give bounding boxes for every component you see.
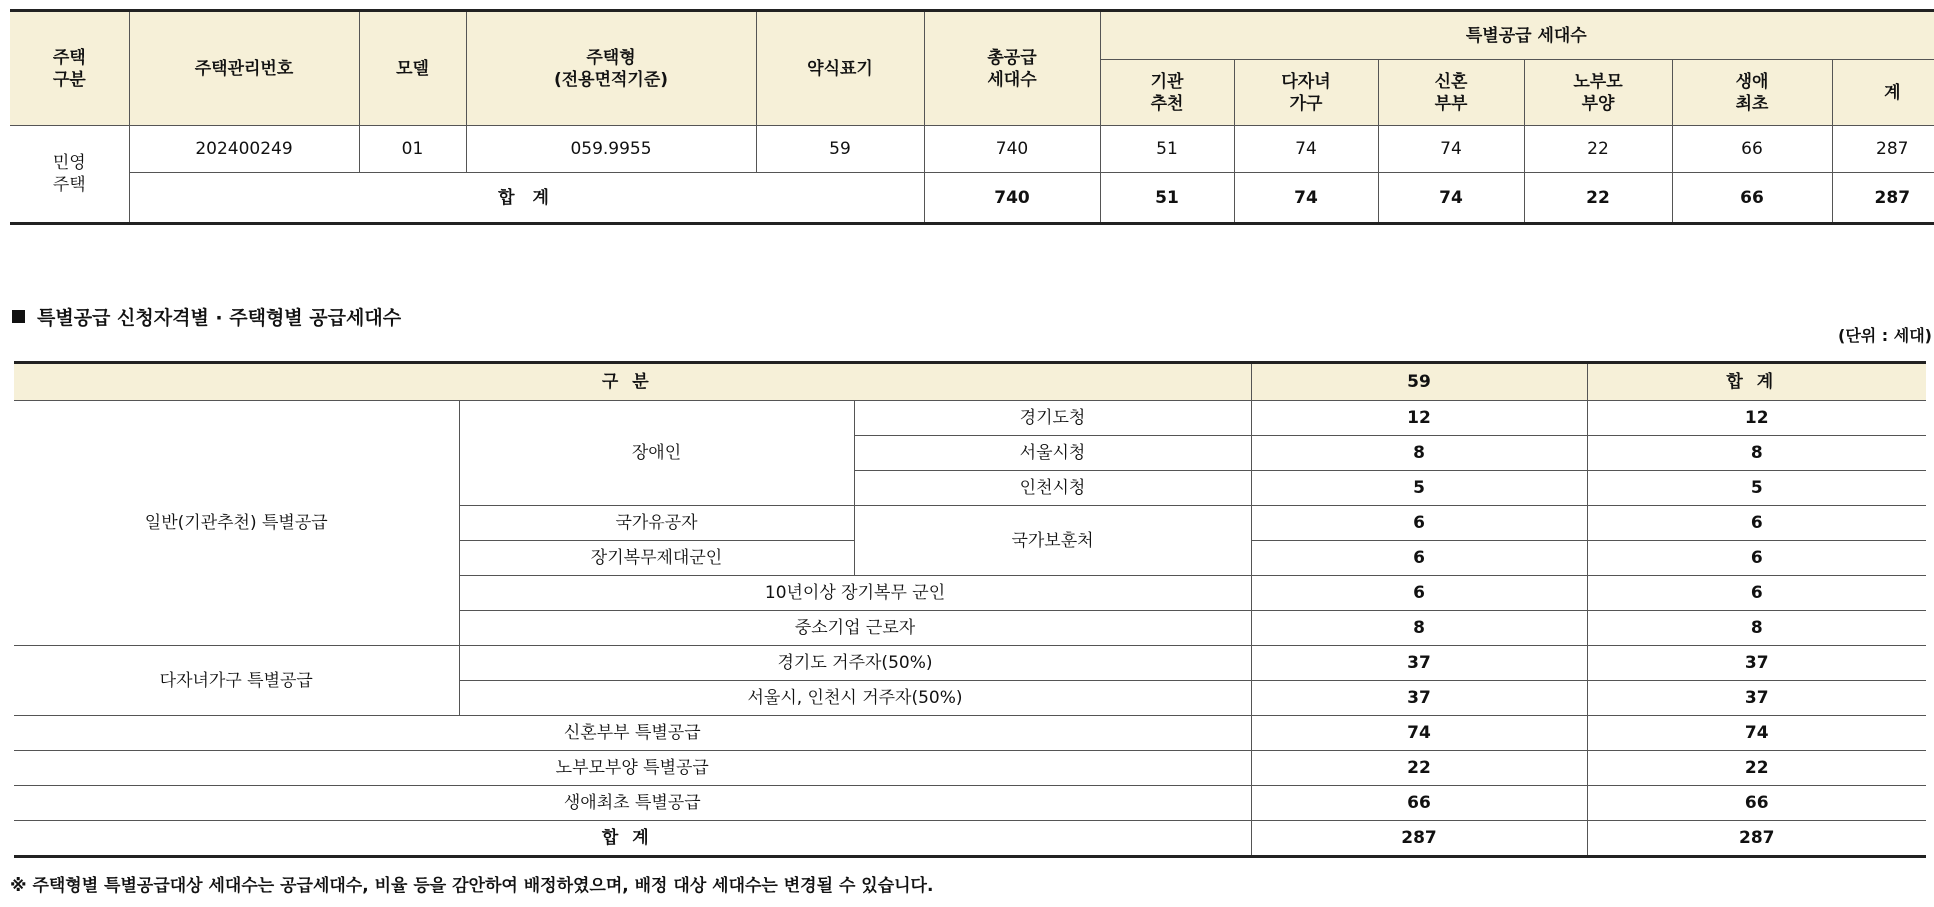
multi-child-cell: 74 <box>1234 126 1378 173</box>
header-special-supply: 특별공급 세대수 <box>1100 11 1934 60</box>
management-number-cell: 202400249 <box>129 126 359 173</box>
value-cell: 37 <box>1251 681 1587 716</box>
seoul-incheon-resident-label: 서울시, 인천시 거주자(50%) <box>459 681 1251 716</box>
sum-row <box>10 173 1934 224</box>
header-housing-type: 주택 구분 <box>10 11 129 126</box>
header-newlywed: 신혼 부부 <box>1378 60 1524 126</box>
total-cell: 6 <box>1587 506 1926 541</box>
incheon-office-label: 인천시청 <box>854 471 1251 506</box>
header-first-time: 생애 최초 <box>1672 60 1832 126</box>
sum-first-time: 66 <box>1672 173 1832 224</box>
sme-worker-label: 중소기업 근로자 <box>459 611 1251 646</box>
header-institution: 기관 추천 <box>1100 60 1234 126</box>
sum-multi-child: 74 <box>1234 173 1378 224</box>
total-cell: 5 <box>1587 471 1926 506</box>
first-time-special-supply-label: 생애최초 특별공급 <box>14 786 1251 821</box>
sum-value-cell: 287 <box>1251 821 1587 857</box>
value-cell: 37 <box>1251 646 1587 681</box>
seoul-office-label: 서울시청 <box>854 436 1251 471</box>
total-cell: 6 <box>1587 576 1926 611</box>
special-supply-breakdown-table <box>14 361 1926 858</box>
table-row <box>14 646 1926 681</box>
disabled-label: 장애인 <box>459 401 854 506</box>
veterans-ministry-label: 국가보훈처 <box>854 506 1251 576</box>
table-row <box>14 401 1926 436</box>
first-time-cell: 66 <box>1672 126 1832 173</box>
value-cell: 74 <box>1251 716 1587 751</box>
newlywed-special-supply-label: 신혼부부 특별공급 <box>14 716 1251 751</box>
elderly-parent-cell: 22 <box>1524 126 1672 173</box>
header-category: 구분 <box>14 363 1251 401</box>
housing-type-cell: 민영 주택 <box>10 126 129 224</box>
unit-label: (단위 : 세대) <box>1838 326 1932 345</box>
header-elderly-parent: 노부모 부양 <box>1524 60 1672 126</box>
header-management-number: 주택관리번호 <box>129 11 359 126</box>
section-title <box>12 303 401 330</box>
total-cell: 22 <box>1587 751 1926 786</box>
table-row <box>14 751 1926 786</box>
header-abbreviation: 약식표기 <box>756 11 924 126</box>
header-total-supply: 총공급 세대수 <box>924 11 1100 126</box>
sum-label: 합계 <box>14 821 1251 857</box>
total-supply-cell: 740 <box>924 126 1100 173</box>
total-cell: 74 <box>1587 716 1926 751</box>
total-cell: 12 <box>1587 401 1926 436</box>
multi-child-special-supply-label: 다자녀가구 특별공급 <box>14 646 459 716</box>
value-cell: 66 <box>1251 786 1587 821</box>
total-cell: 8 <box>1587 611 1926 646</box>
newlywed-cell: 74 <box>1378 126 1524 173</box>
elderly-parent-special-supply-label: 노부모부양 특별공급 <box>14 751 1251 786</box>
sum-total-cell: 287 <box>1587 821 1926 857</box>
header-total: 계 <box>1832 60 1934 126</box>
sum-elderly-parent: 22 <box>1524 173 1672 224</box>
gyeonggi-resident-label: 경기도 거주자(50%) <box>459 646 1251 681</box>
header-sum: 합계 <box>1587 363 1926 401</box>
header-model: 모델 <box>359 11 466 126</box>
total-cell: 37 <box>1587 646 1926 681</box>
long-service-discharged-label: 장기복무제대군인 <box>459 541 854 576</box>
value-cell: 8 <box>1251 436 1587 471</box>
header-multi-child: 다자녀 가구 <box>1234 60 1378 126</box>
value-cell: 12 <box>1251 401 1587 436</box>
section-title-text: 특별공급 신청자격별 · 주택형별 공급세대수 <box>37 307 402 329</box>
sum-total: 287 <box>1832 173 1934 224</box>
total-cell: 6 <box>1587 541 1926 576</box>
value-cell: 6 <box>1251 506 1587 541</box>
value-cell: 6 <box>1251 576 1587 611</box>
header-area-type: 주택형 (전용면적기준) <box>466 11 756 126</box>
supply-summary-table <box>10 9 1934 225</box>
total-cell: 287 <box>1832 126 1934 173</box>
table-row <box>10 126 1934 173</box>
general-special-supply-label: 일반(기관추천) 특별공급 <box>14 401 459 646</box>
ten-year-service-label: 10년이상 장기복무 군인 <box>459 576 1251 611</box>
sum-institution: 51 <box>1100 173 1234 224</box>
value-cell: 22 <box>1251 751 1587 786</box>
footnote: ※ 주택형별 특별공급대상 세대수는 공급세대수, 비율 등을 감안하여 배정하였으며, 배정 대상 세대수는 변경될 수 있습니다. <box>10 876 934 896</box>
area-type-cell: 059.9955 <box>466 126 756 173</box>
square-bullet-icon <box>12 310 25 323</box>
model-cell: 01 <box>359 126 466 173</box>
national-merit-label: 국가유공자 <box>459 506 854 541</box>
abbreviation-cell: 59 <box>756 126 924 173</box>
table-row <box>14 716 1926 751</box>
total-cell: 37 <box>1587 681 1926 716</box>
institution-cell: 51 <box>1100 126 1234 173</box>
header-type-59: 59 <box>1251 363 1587 401</box>
total-cell: 66 <box>1587 786 1926 821</box>
sum-newlywed: 74 <box>1378 173 1524 224</box>
gyeonggi-office-label: 경기도청 <box>854 401 1251 436</box>
value-cell: 5 <box>1251 471 1587 506</box>
table-row <box>14 786 1926 821</box>
sum-total-supply: 740 <box>924 173 1100 224</box>
value-cell: 6 <box>1251 541 1587 576</box>
sum-label: 합 계 <box>129 173 924 224</box>
total-cell: 8 <box>1587 436 1926 471</box>
sum-row <box>14 821 1926 857</box>
value-cell: 8 <box>1251 611 1587 646</box>
